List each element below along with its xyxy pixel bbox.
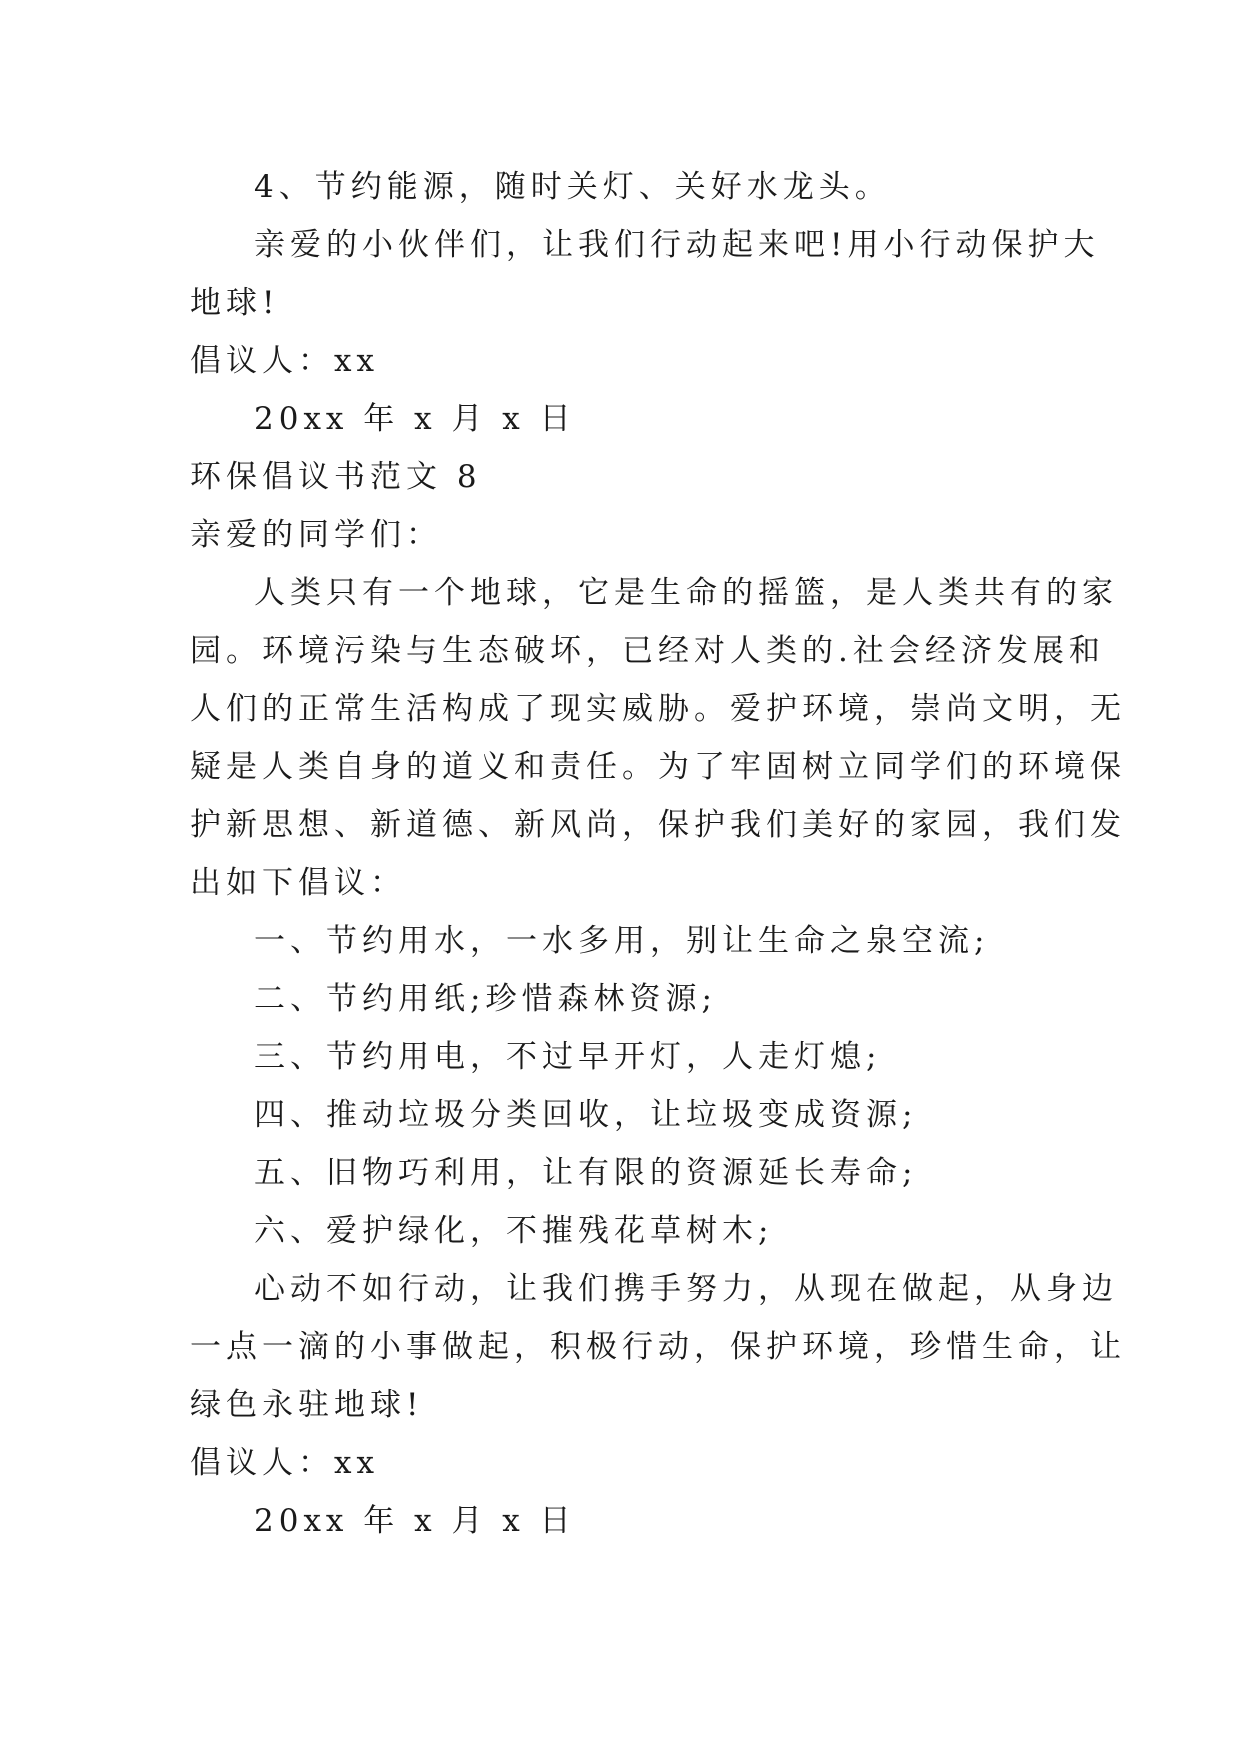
section-title: 环保倡议书范文 8 xyxy=(190,459,482,495)
paragraph-intro-cont: 人们的正常生活构成了现实威胁。爱护环境，崇尚文明，无 xyxy=(190,691,1126,727)
salutation: 亲爱的同学们： xyxy=(190,517,442,553)
paragraph-intro-cont: 出如下倡议： xyxy=(190,865,406,901)
signature-initiator: 倡议人：xx xyxy=(190,1445,379,1481)
proposal-item-4: 四、推动垃圾分类回收，让垃圾变成资源; xyxy=(254,1097,918,1133)
paragraph-intro-cont: 疑是人类自身的道义和责任。为了牢固树立同学们的环境保 xyxy=(190,749,1126,785)
paragraph-intro-cont: 园。环境污染与生态破坏，已经对人类的.社会经济发展和 xyxy=(190,633,1105,669)
paragraph-closing: 心动不如行动，让我们携手努力，从现在做起，从身边 xyxy=(254,1271,1118,1307)
proposal-item-3: 三、节约用电，不过早开灯，人走灯熄; xyxy=(254,1039,882,1075)
proposal-item-2: 二、节约用纸;珍惜森林资源; xyxy=(254,981,717,1017)
paragraph-closing-cont: 绿色永驻地球! xyxy=(190,1387,424,1423)
paragraph-intro: 人类只有一个地球，它是生命的摇篮，是人类共有的家 xyxy=(254,575,1118,611)
signature-initiator: 倡议人：xx xyxy=(190,343,379,379)
proposal-item-6: 六、爱护绿化，不摧残花草树木; xyxy=(254,1213,774,1249)
paragraph-call-to-action: 亲爱的小伙伴们，让我们行动起来吧!用小行动保护大 xyxy=(254,227,1100,263)
proposal-item-1: 一、节约用水，一水多用，别让生命之泉空流; xyxy=(254,923,990,959)
list-item-4: 4、节约能源，随时关灯、关好水龙头。 xyxy=(254,169,891,205)
proposal-item-5: 五、旧物巧利用，让有限的资源延长寿命; xyxy=(254,1155,918,1191)
paragraph-intro-cont: 护新思想、新道德、新风尚，保护我们美好的家园，我们发 xyxy=(190,807,1126,843)
paragraph-closing-cont: 一点一滴的小事做起，积极行动，保护环境，珍惜生命，让 xyxy=(190,1329,1126,1365)
signature-date: 20xx 年 x 月 x 日 xyxy=(254,1503,576,1539)
paragraph-call-to-action-cont: 地球! xyxy=(190,285,280,321)
signature-date: 20xx 年 x 月 x 日 xyxy=(254,401,576,437)
